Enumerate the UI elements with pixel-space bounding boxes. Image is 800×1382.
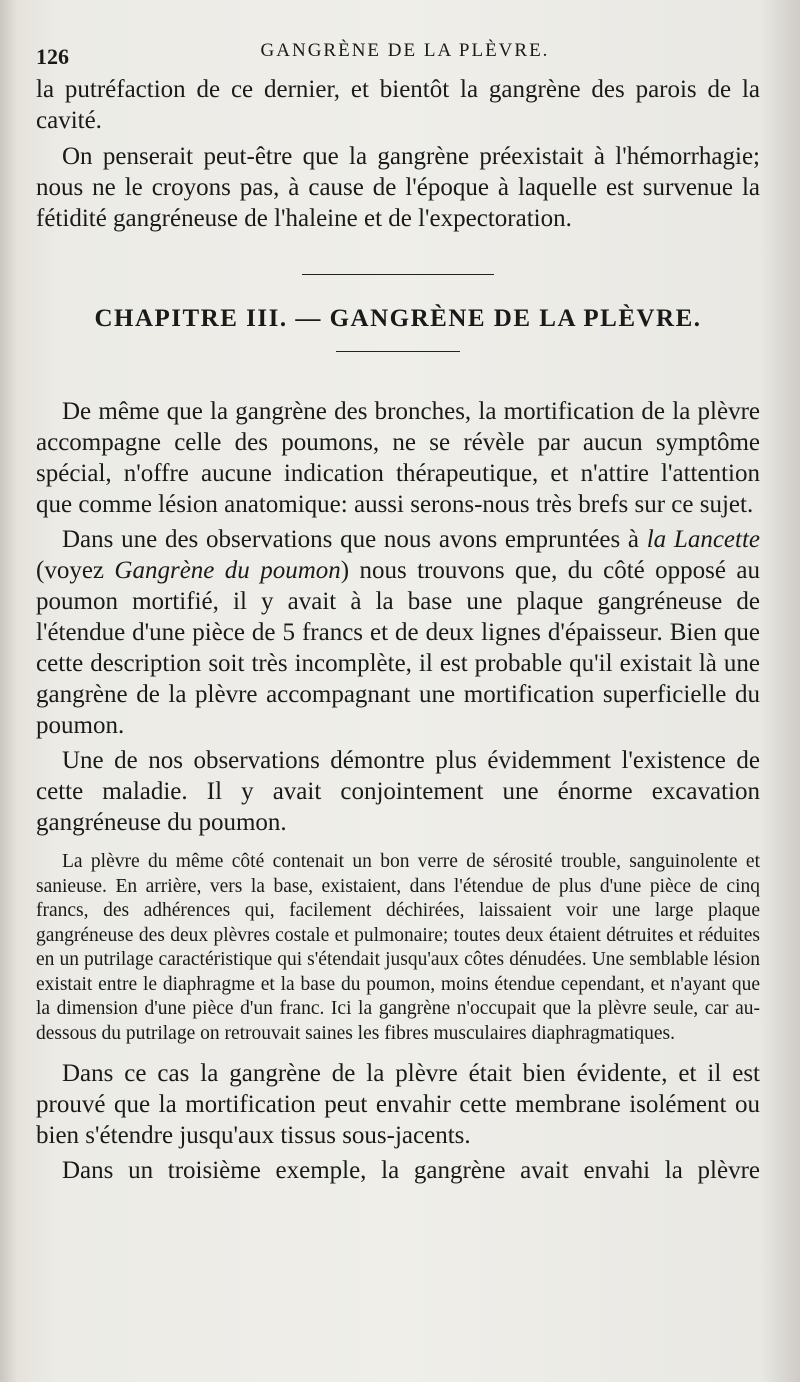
quoted-observation: La plèvre du même côté contenait un bon verre de sérosité trouble, sanguinolente et sanieuse. En arrière, vers la base, existaient, dans l'étendue de plus d'une pièce de cinq francs, des adhérences qui, facilement déchirées, laissaient voir une large plaque gangréneuse des deux plèvres costale et pulmonaire; toutes deux étaient détruites et réduites en un putrilage caractéristique qui s'étendait jusqu'aux côtes dénudées. Une semblable lésion existait entre le diaphragme et la base du poumon, moins étendue cependant, et n'ayant que la dimension d'une pièce d'un franc. Ici la gangrène n'occupait que la plèvre seule, car au-dessous du putrilage on retrouvait saines les fibres musculaires diaphragmatiques. (36, 851, 760, 1044)
running-title: GANGRÈNE DE LA PLÈVRE. (260, 40, 550, 61)
lancette-text-1: Dans une des observations que nous avons empruntées à (62, 526, 647, 553)
rule-top-wrap (36, 274, 760, 275)
paragraph-continued: la putréfaction de ce dernier, et bientôt la gangrène des parois de la cavité. (36, 76, 760, 134)
decorative-rule-bottom (336, 351, 460, 352)
lancette-text-3: ) nous trouvons que, du côté opposé au poumon mortifié, il y avait à la base une plaque gangréneuse de l'étendue d'une pièce de 5 francs et de deux lignes d'épaisseur. Bien que cette description soit très incomplète, il est probable qu'il existait là une gangrène de la plèvre accompagnant une mortification superficielle du poumon. (36, 557, 760, 739)
page-body (36, 72, 760, 1186)
lancette-text-2: (voyez (36, 557, 115, 584)
paragraph-observation: Une de nos observations démontre plus évidemment l'existence de cette maladie. Il y avait conjointement une énorme excavation gangréneuse du poumon. (36, 747, 760, 836)
paragraph-conclusion: Dans ce cas la gangrène de la plèvre était bien évidente, et il est prouvé que la mortification peut envahir cette membrane isolément ou bien s'étendre jusqu'aux tissus sous-jacents. (36, 1060, 760, 1149)
paragraph-lancette (36, 524, 760, 741)
decorative-rule-top (302, 274, 494, 275)
rule-bottom-wrap (36, 351, 760, 352)
paragraph-hemorrhage: On penserait peut-être que la gangrène préexistait à l'hémorrhagie; nous ne le croyons pas, à cause de l'époque à laquelle est survenue la fétidité gangréneuse de l'haleine et de l'expectoration. (36, 143, 760, 232)
lancette-citation: la Lancette (646, 526, 760, 553)
chapter-title: CHAPITRE III. — GANGRÈNE DE LA PLÈVRE. (94, 305, 702, 332)
gangrene-poumon-reference: Gangrène du poumon (114, 557, 341, 584)
paragraph-intro: De même que la gangrène des bronches, la mortification de la plèvre accompagne celle des poumons, ne se révèle par aucun symptôme spécial, n'offre aucune indication thérapeutique, et n'attire l'attention que comme lésion anatomique: aussi serons-nous très brefs sur ce sujet. (36, 398, 760, 518)
paragraph-third-example: Dans un troisième exemple, la gangrène avait envahi la plèvre (62, 1157, 760, 1184)
page-number: 126 (36, 44, 69, 69)
